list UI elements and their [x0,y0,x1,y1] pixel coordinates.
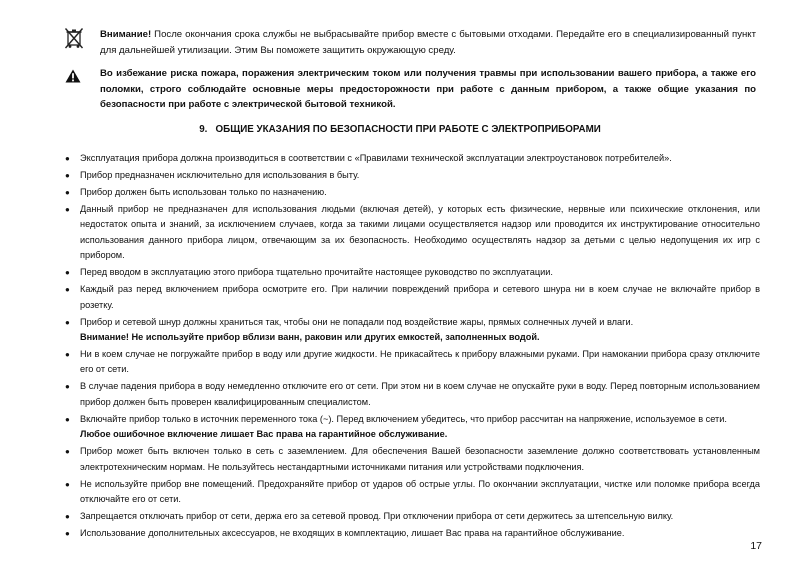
bullet-icon: ● [65,350,70,360]
disposal-notice-label: Внимание! [100,29,152,40]
bullet-icon: ● [65,285,70,295]
list-item [65,151,760,166]
list-item [65,265,760,280]
list-item [65,347,760,378]
bullet-icon: ● [65,414,70,424]
bullet-icon: ● [65,268,70,278]
safety-warning-notice: Во избежание риска пожара, поражения электрическим током или получения травмы при использовании вашего прибора, а также его поломки, строго соблюдайте основные меры предосторожности при работе с данным прибором, а также общие указания по безопасности при работе с электрической бытовой техникой. [100,68,756,110]
disposal-notice-text: После окончания срока службы не выбрасывайте прибор вместе с бытовыми отходами. Передайте его в специализированный пункт для дальнейшей утилизации. Этим Вы поможете защитить окружающую среду. [100,29,756,56]
bullet-icon: ● [65,529,70,539]
list-item [65,168,760,183]
page-number: 17 [750,540,762,552]
list-item [65,412,760,443]
list-item-text: Перед вводом в эксплуатацию этого прибора тщательно прочитайте настоящее руководство по эксплуатации. [80,267,553,278]
section-number: 9. [199,124,208,135]
list-item [65,444,760,475]
list-item-text: Прибор предназначен исключительно для использования в быту. [80,170,360,180]
list-item [65,379,760,410]
list-item [65,202,760,264]
bullet-icon: ● [65,447,70,457]
list-item-text: Каждый раз перед включением прибора осмотрите его. При наличии повреждений прибора и сетевого шнура ни в коем случае не включайте прибор в розетку. [80,284,760,310]
bullet-icon: ● [65,317,70,327]
bullet-icon: ● [65,171,70,180]
list-item [65,185,760,200]
safety-rules-list [65,151,760,543]
bullet-icon: ● [65,512,70,522]
list-item-emphasis: Любое ошибочное включение лишает Вас права на гарантийное обслуживание. [80,429,448,440]
list-item-emphasis: Внимание! Не используйте прибор вблизи ванн, раковин или других емкостей, заполненных водой. [80,332,540,343]
list-item [65,282,760,313]
crossed-out-bin-icon [63,26,85,50]
list-item-text: Прибор может быть включен только в сеть с заземлением. Для обеспечения Вашей безопасности заземление должно соответствовать установленным электротехническим нормам. Не пользуйтесь нестандартными источниками питания или устройствами подключения. [80,446,760,472]
list-item-text: Не используйте прибор вне помещений. Предохраняйте прибор от ударов об острые углы. По окончании эксплуатации, чистке или поломке прибора всегда отключайте его от сети. [80,478,760,505]
list-item [65,477,760,508]
list-item-text: Запрещается отключать прибор от сети, держа его за сетевой провод. При отключении прибора от сети держитесь за штепсельную вилку. [80,511,674,522]
disposal-notice [100,27,756,58]
bullet-icon: ● [65,205,70,214]
list-item-text: Ни в коем случае не погружайте прибор в воду или другие жидкости. Не прикасайтесь к прибору влажными руками. При намокании прибора сразу отключите его от сети. [80,349,760,375]
bullet-icon: ● [65,154,70,163]
list-item-text: Использование дополнительных аксессуаров, не входящих в комплектацию, лишает Вас права на гарантийное обслуживание. [80,528,625,539]
list-item [65,509,760,524]
warning-triangle-icon [65,69,81,83]
bullet-icon: ● [65,188,70,197]
list-item-text: Прибор должен быть использован только по назначению. [80,187,327,197]
list-item-text: Эксплуатация прибора должна производиться в соответствии с «Правилами технической эксплуатации электроустановок потребителей». [80,153,672,163]
section-heading [0,123,800,137]
bullet-icon: ● [65,382,70,392]
list-item-text: В случае падения прибора в воду немедленно отключите его от сети. При этом ни в коем случае не опускайте руки в воду. Перед повторным использованием прибор должен быть проверен квалифицированным специалистом. [80,381,760,407]
list-item-text: Включайте прибор только в источник переменного тока (~). Перед включением убедитесь, что прибор рассчитан на напряжение, используемое в сети. [80,413,727,424]
list-item-text: Данный прибор не предназначен для использования людьми (включая детей), у которых есть физические, нервные или психические отклонения, или недостаток опыта и знаний, за исключением случаев, когда за такими лицами осуществляется надзор или проводится их инструктирование относительно использования данного прибора лицом, отвечающим за их безопасность. Необходимо осуществлять надзор за детьми с целью недопущения их игр с прибором. [80,204,760,261]
list-item [65,526,760,541]
list-item-text: Прибор и сетевой шнур должны храниться так, чтобы они не попадали под воздействие жары, прямых солнечных лучей и влаги. [80,316,634,327]
bullet-icon: ● [65,479,70,489]
section-title: ОБЩИЕ УКАЗАНИЯ ПО БЕЗОПАСНОСТИ ПРИ РАБОТЕ С ЭЛЕКТРОПРИБОРАМИ [215,124,601,135]
list-item [65,315,760,346]
